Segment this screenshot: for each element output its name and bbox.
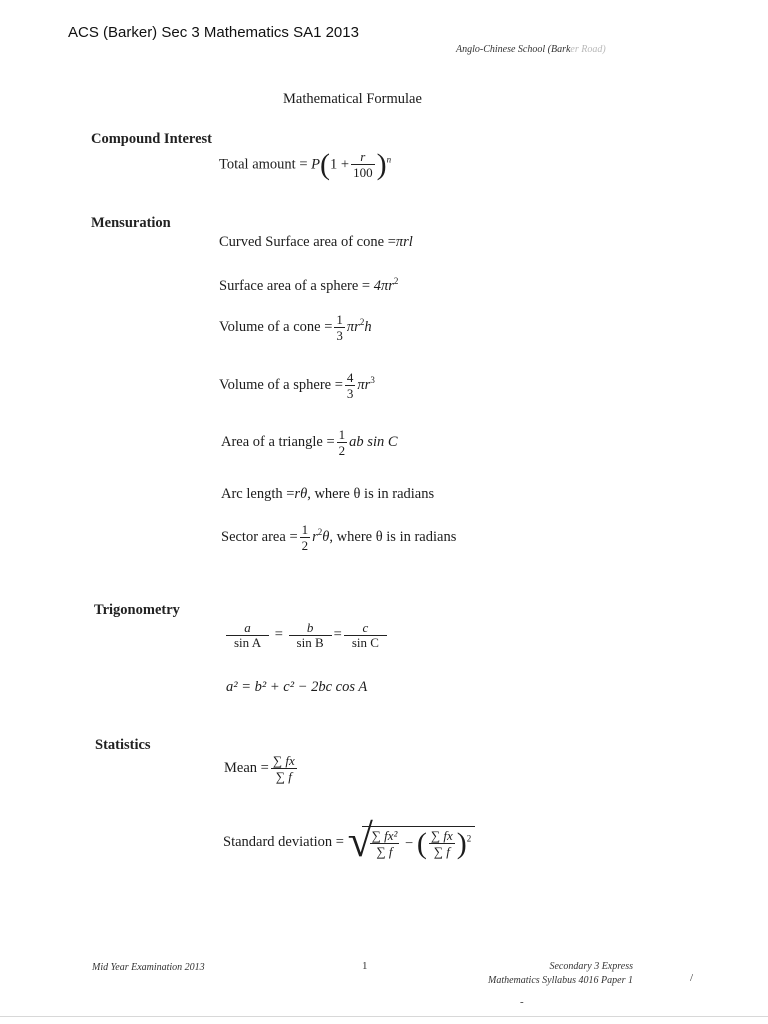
formula-sector-area: Sector area = $\frac{1}{2}$ $r^2\theta$, where θ is in radians [221,522,457,553]
margin-mark-dot: - [520,996,524,1008]
formula-sine-rule: $\frac{a}{\text{sin A}}$ = $\frac{b}{\text{sin B}}$ = $\frac{c}{\text{sin C}}$ [224,621,389,649]
formula-triangle-area: Area of a triangle = $\frac{1}{2}$ ab sin C [221,427,398,458]
formula-cone-curved-surface: Curved Surface area of cone =πrl [219,234,413,250]
footer-course: Secondary 3 Express [549,961,633,972]
school-name [456,44,606,55]
formula-standard-deviation: Standard deviation = √ $\frac{\text{∑ fx²}}{\sum f}$ − ( $\frac{\sum fx}{\sum f}$ )$^2$ [223,826,475,859]
total-amount-label: Total amount [219,156,296,173]
formula-sphere-surface: Surface area of a sphere = $4\pi r^2$ [219,276,399,294]
section-title-mensuration: Mensuration [91,215,171,231]
margin-mark-slash: / [690,972,694,984]
formula-arc-length: Arc length =rθ, where θ is in radians [221,486,435,502]
formula-cosine-rule: a² = b² + c² − 2bc cos A [226,679,368,695]
footer-exam-name: Mid Year Examination 2013 [92,962,205,973]
section-title-statistics: Statistics [95,737,151,753]
formula-compound-interest: Total amount = P(1 + $\frac{r}{100}$ )$^n$ [219,148,392,181]
footer-page-number: 1 [362,960,368,972]
square-root-symbol: √ $\frac{\text{∑ fx²}}{\sum f}$ − ( $\frac{\sum fx}{\sum f}$ )$^2$ [348,826,476,859]
footer-paper: Mathematics Syllabus 4016 Paper 1 [488,974,633,986]
section-title-compound-interest: Compound Interest [91,131,212,147]
page-bottom-edge [0,1016,768,1017]
document-header-title: ACS (Barker) Sec 3 Mathematics SA1 2013 [68,24,359,41]
formula-cone-volume: Volume of a cone = $\frac{1}{3}$ $\pi r^2h$ [219,312,372,343]
school-name-faded: er Road) [570,44,606,55]
footer-syllabus [488,960,633,987]
page-title: Mathematical Formulae [283,91,422,107]
section-title-trigonometry: Trigonometry [94,602,180,618]
formula-mean: Mean = $\frac{\sum fx}{\sum f}$ [224,753,295,784]
formula-sphere-volume: Volume of a sphere = $\frac{4}{3}$ $\pi r^3$ [219,370,375,401]
school-name-visible: Anglo-Chinese School (Bark [456,44,571,55]
